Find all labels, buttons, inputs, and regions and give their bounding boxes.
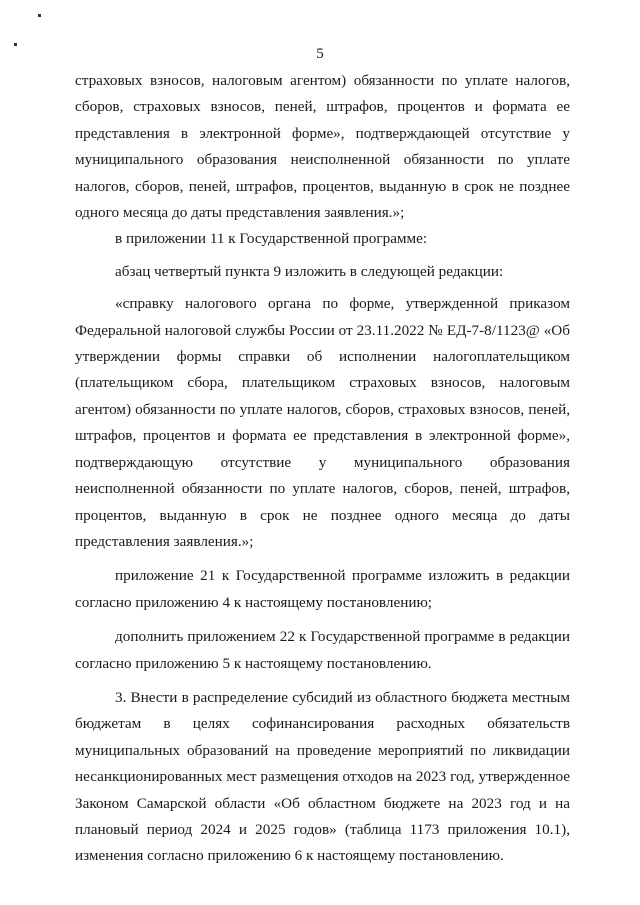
document-body — [75, 68, 570, 870]
paragraph-appendix-21: приложение 21 к Государственной программе изложить в редакции согласно приложению 4 к настоящему постановлению; — [75, 567, 570, 611]
paragraph-item-9: абзац четвертый пункта 9 изложить в следующей редакции: — [115, 262, 504, 280]
scan-artifact — [38, 14, 41, 17]
paragraph-tax-certificate: «справку налогового органа по форме, утвержденной приказом Федеральной налоговой службы России от 23.11.2022 № ЕД-7-8/1123@ «Об утверждении формы справки об исполнении налогоплательщиком (плательщиком сбора, плательщиком страховых взносов, налоговым агентом) обязанности по уплате налогов, сборов, страховых взносов, пеней, штрафов, процентов и формата ее представления в электронной форме», подтверждающую отсутствие у муниципального образования неисполненной обязанности по уплате налогов, сборов, пеней, штрафов, процентов, выданную в срок не позднее одного месяца до даты представления заявления.»; — [75, 295, 570, 550]
paragraph-appendix-22: дополнить приложением 22 к Государственной программе в редакции согласно приложению 5 к настоящему постановлению. — [75, 628, 570, 672]
paragraph-appendix-11: в приложении 11 к Государственной программе: — [115, 230, 428, 248]
page-number: 5 — [316, 46, 324, 62]
paragraph-continuation: страховых взносов, налоговым агентом) обязанности по уплате налогов, сборов, страховых взносов, пеней, штрафов, процентов и формата ее представления в электронной форме», подтверждающей отсутствие у муниципального образования неисполненной обязанности по уплате налогов, сборов, пеней, штрафов, процентов, выданную в срок не позднее одного месяца до даты представления заявления.»; — [75, 72, 570, 222]
paragraph-section-3: 3. Внести в распределение субсидий из областного бюджета местным бюджетам в целях софинансирования расходных обязательств муниципальных образований на проведение мероприятий по ликвидации несанкционированных мест размещения отходов на 2023 год, утвержденное Законом Самарской области «Об областном бюджете на 2023 год и на плановый период 2024 и 2025 годов» (таблица 1173 приложения 10.1), изменения согласно приложению 6 к настоящему постановлению. — [75, 688, 570, 865]
